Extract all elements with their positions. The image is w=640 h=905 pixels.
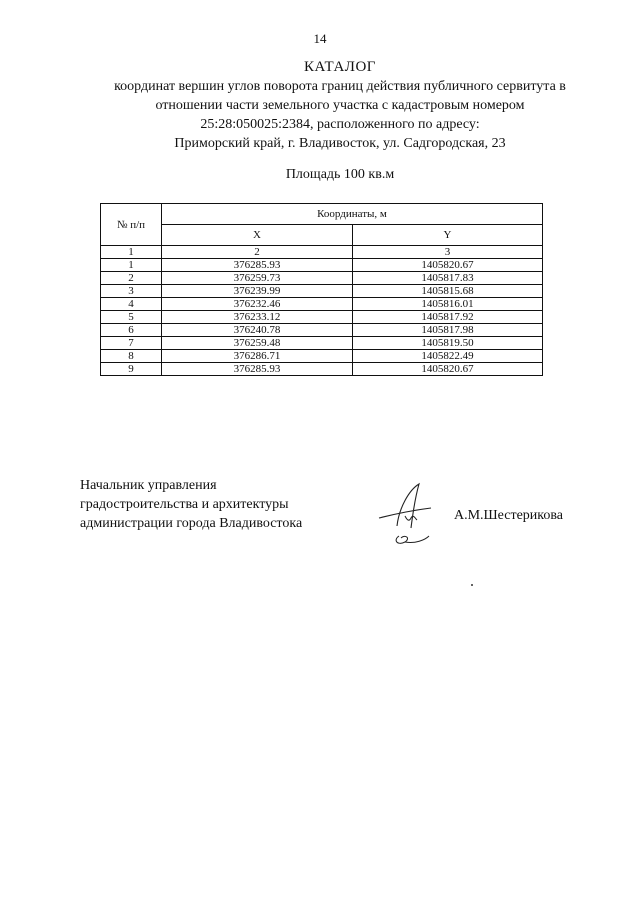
table-row xyxy=(101,298,543,311)
cell-y: 1405816.01 xyxy=(353,298,543,311)
cell-number: 7 xyxy=(101,337,162,350)
table-row xyxy=(101,324,543,337)
cell-x: 376240.78 xyxy=(162,324,353,337)
cell-number: 8 xyxy=(101,350,162,363)
header-y: Y xyxy=(353,225,543,246)
header-coordinates: Координаты, м xyxy=(162,204,543,225)
table-row xyxy=(101,259,543,272)
cell-number: 4 xyxy=(101,298,162,311)
signer-position xyxy=(80,476,302,533)
table-row xyxy=(101,311,543,324)
heading-line: 25:28:050025:2384, расположенного по адресу: xyxy=(200,117,480,132)
cell-y: 1405817.92 xyxy=(353,311,543,324)
cell-x: 376239.99 xyxy=(162,285,353,298)
cell-number: 9 xyxy=(101,363,162,376)
table-row xyxy=(101,363,543,376)
index-cell: 1 xyxy=(101,246,162,259)
cell-number: 2 xyxy=(101,272,162,285)
cell-number: 1 xyxy=(101,259,162,272)
cell-number: 3 xyxy=(101,285,162,298)
cell-y: 1405819.50 xyxy=(353,337,543,350)
cell-x: 376286.71 xyxy=(162,350,353,363)
cell-x: 376233.12 xyxy=(162,311,353,324)
cell-x: 376285.93 xyxy=(162,363,353,376)
handwritten-signature xyxy=(375,478,435,548)
cell-y: 1405817.83 xyxy=(353,272,543,285)
cell-y: 1405820.67 xyxy=(353,259,543,272)
table-row xyxy=(101,285,543,298)
header-number: № п/п xyxy=(101,204,162,246)
header-x: X xyxy=(162,225,353,246)
heading-line: Приморский край, г. Владивосток, ул. Садгородская, 23 xyxy=(174,136,506,151)
coordinates-table xyxy=(100,203,543,376)
cell-y: 1405822.49 xyxy=(353,350,543,363)
position-line: администрации города Владивостока xyxy=(80,516,303,531)
cell-y: 1405820.67 xyxy=(353,363,543,376)
cell-number: 6 xyxy=(101,324,162,337)
stray-dot xyxy=(471,584,473,586)
cell-x: 376259.73 xyxy=(162,272,353,285)
table-row xyxy=(101,337,543,350)
cell-y: 1405815.68 xyxy=(353,285,543,298)
document-heading xyxy=(40,58,640,153)
table-row xyxy=(101,272,543,285)
index-cell: 3 xyxy=(353,246,543,259)
cell-x: 376259.48 xyxy=(162,337,353,350)
signer-name: А.М.Шестерикова xyxy=(454,508,564,523)
cell-x: 376285.93 xyxy=(162,259,353,272)
index-row xyxy=(101,246,543,259)
table-row xyxy=(101,350,543,363)
document-title: КАТАЛОГ xyxy=(304,59,376,75)
position-line: градостроительства и архитектуры xyxy=(80,497,289,512)
area-label: Площадь 100 кв.м xyxy=(285,167,395,182)
cell-y: 1405817.98 xyxy=(353,324,543,337)
page-number: 14 xyxy=(313,31,327,46)
heading-line: отношении части земельного участка с кадастровым номером xyxy=(155,98,525,113)
position-line: Начальник управления xyxy=(80,478,217,493)
cell-x: 376232.46 xyxy=(162,298,353,311)
index-cell: 2 xyxy=(162,246,353,259)
heading-line: координат вершин углов поворота границ действия публичного сервитута в xyxy=(114,79,566,94)
cell-number: 5 xyxy=(101,311,162,324)
